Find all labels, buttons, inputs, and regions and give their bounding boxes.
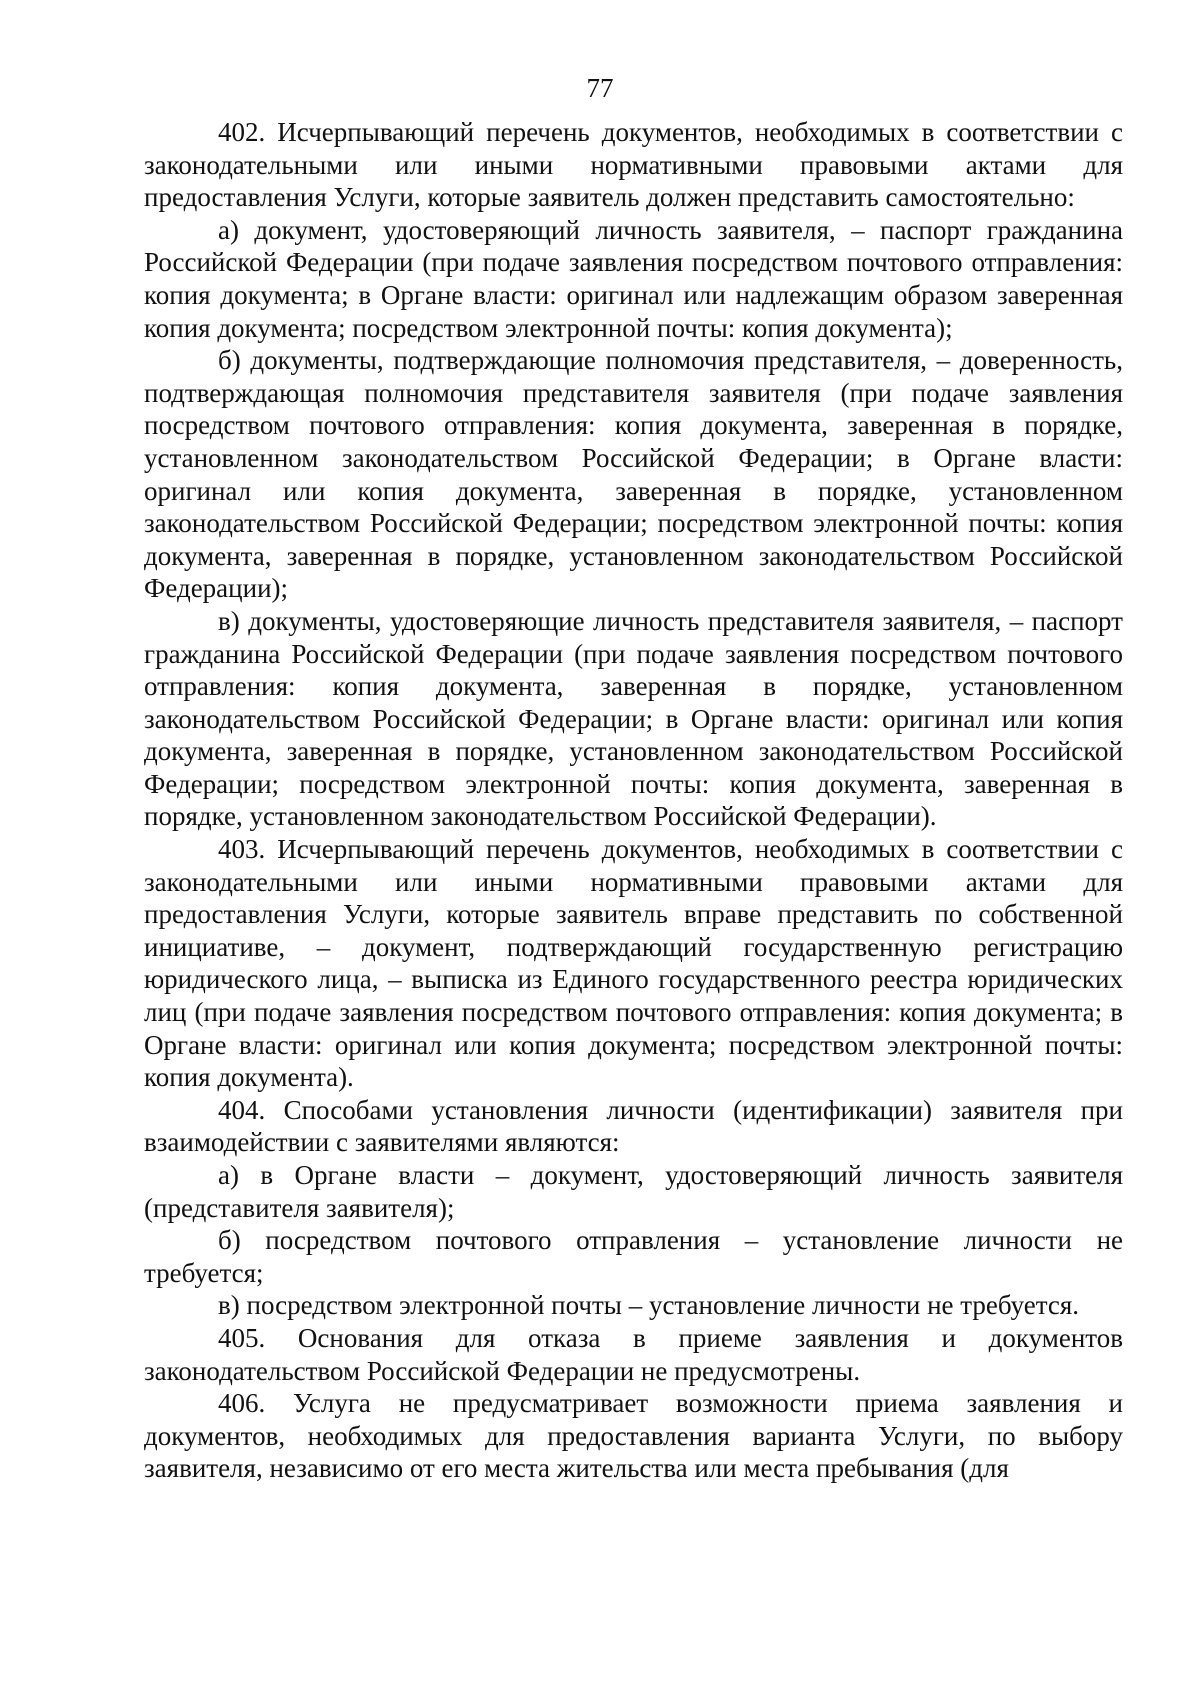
paragraph-403: 403. Исчерпывающий перечень документов, необходимых в соответствии с законодательными или иными нормативными правовыми актами для предоставления Услуги, которые заявитель вправе представить по собственной инициативе, – документ, подтверждающий государственную регистрацию юридического лица, – выписка из Единого государственного реестра юридических лиц (при подаче заявления посредством почтового отправления: копия документа; в Органе власти: оригинал или копия документа; посредством электронной почты: копия документа).: [144, 834, 1123, 1093]
paragraph-404-b: б) посредством почтового отправления – установление личности не требуется;: [144, 1225, 1123, 1288]
paragraph-402-b: б) документы, подтверждающие полномочия представителя, – доверенность, подтверждающая полномочия представителя заявителя (при подаче заявления посредством почтового отправления: копия документа, заверенная в порядке, установленном законодательством Российской Федерации; в Органе власти: оригинал или копия документа, заверенная в порядке, установленном законодательством Российской Федерации; посредством электронной почты: копия документа, заверенная в порядке, установленном законодательством Российской Федерации);: [144, 345, 1123, 604]
paragraph-405: 405. Основания для отказа в приеме заявления и документов законодательством Российской Федерации не предусмотрены.: [144, 1322, 1123, 1386]
paragraph-402: 402. Исчерпывающий перечень документов, необходимых в соответствии с законодательными или иными нормативными правовыми актами для предоставления Услуги, которые заявитель должен представить самостоятельно:: [144, 117, 1123, 213]
paragraph-404-v: в) посредством электронной почты – установление личности не требуется.: [218, 1290, 1079, 1321]
paragraph-404: 404. Способами установления личности (идентификации) заявителя при взаимодействии с заявителями являются:: [144, 1094, 1123, 1158]
paragraph-404-a: а) в Органе власти – документ, удостоверяющий личность заявителя (представителя заявителя);: [144, 1160, 1123, 1223]
document-body: [144, 116, 1123, 1485]
page-number: 77: [586, 73, 614, 103]
paragraph-406: 406. Услуга не предусматривает возможности приема заявления и документов, необходимых для предоставления варианта Услуги, по выбору заявителя, независимо от его места жительства или места пребывания (для: [144, 1388, 1123, 1484]
paragraph-402-v: в) документы, удостоверяющие личность представителя заявителя, – паспорт гражданина Российской Федерации (при подаче заявления посредством почтового отправления: копия документа, заверенная в порядке, установленном законодательством Российской Федерации; в Органе власти: оригинал или копия документа, заверенная в порядке, установленном законодательством Российской Федерации; посредством электронной почты: копия документа, заверенная в порядке, установленном законодательством Российской Федерации).: [144, 605, 1123, 832]
paragraph-402-a: а) документ, удостоверяющий личность заявителя, – паспорт гражданина Российской Федерации (при подаче заявления посредством почтового отправления: копия документа; в Органе власти: оригинал или надлежащим образом заверенная копия документа; посредством электронной почты: копия документа);: [144, 214, 1123, 343]
